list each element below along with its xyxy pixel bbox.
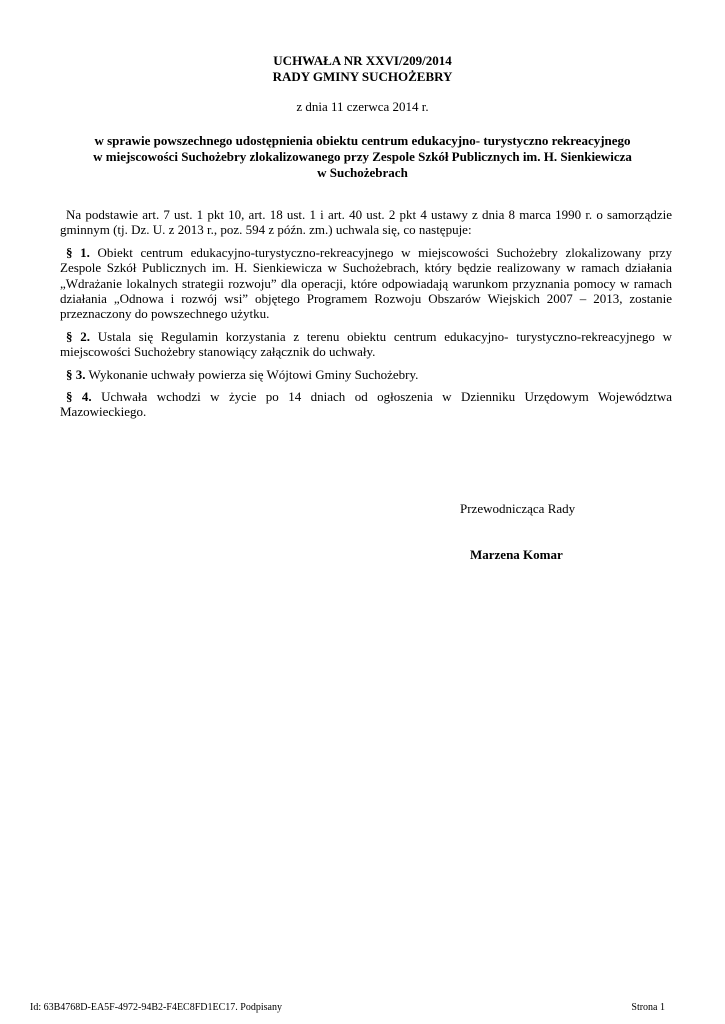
paragraph-2-number: § 2. xyxy=(66,328,91,344)
paragraph-1-text: Obiekt centrum edukacyjno-turystyczno-rekreacyjnego w miejscowości Suchożebry zlokalizowany przy Zespole Szkół Publicznych im. H. Sienkiewicza w Suchożebrach, który będzie realizowany w ramach działania „Wdrażanie lokalnych strategii rozwoju” dla operacji, które odpowiadają warunkom przyznania pomocy w ramach działania „Odnowa i rozwój wsi” objętego Programem Rozwoju Obszarów Wiejskich 2007 – 2013, zostanie przeznaczony do powszechnego użytku. xyxy=(60,244,672,322)
paragraph-2-text: Ustala się Regulamin korzystania z terenu obiektu centrum edukacyjno- turystyczno-rekreacyjnego w miejscowości Suchożebry stanowiący załącznik do uchwały. xyxy=(60,328,673,360)
signer-role: Przewodnicząca Rady xyxy=(460,501,576,516)
paragraph-3-text: Wykonanie uchwały powierza się Wójtowi Gminy Suchożebry. xyxy=(85,366,419,382)
paragraph-4 xyxy=(60,389,672,420)
paragraph-4-number: § 4. xyxy=(66,389,92,405)
subject-line-1: w sprawie powszechnego udostępnienia obiektu centrum edukacyjno- turystyczno rekreacyjnego xyxy=(94,133,631,148)
council-name: RADY GMINY SUCHOŻEBRY xyxy=(272,69,453,84)
paragraph-4-text: Uchwała wchodzi w życie po 14 dniach od ogłoszenia w Dzienniku Urzędowym Województwa Mazowieckiego. xyxy=(60,389,672,420)
resolution-number: UCHWAŁA NR XXVI/209/2014 xyxy=(273,53,452,68)
resolution-body xyxy=(60,207,672,427)
resolution-date: z dnia 11 czerwca 2014 r. xyxy=(296,99,429,114)
preamble: Na podstawie art. 7 ust. 1 pkt 10, art. 18 ust. 1 i art. 40 ust. 2 pkt 4 ustawy z dnia 8 marca 1990 r. o samorządzie gminnym (tj. Dz. U. z 2013 r., poz. 594 z późn. zm.) uchwala się, co następuje: xyxy=(60,207,672,238)
paragraph-1-number: § 1. xyxy=(66,244,90,260)
paragraph-3-number: § 3. xyxy=(66,366,86,382)
paragraph-2 xyxy=(60,329,672,360)
paragraph-3 xyxy=(60,367,672,382)
document-header xyxy=(0,53,725,85)
document-id: Id: 63B4768D-EA5F-4972-94B2-F4EC8FD1EC17. Podpisany xyxy=(30,1002,282,1013)
page-number: Strona 1 xyxy=(631,1002,665,1013)
subject-line-2: w miejscowości Suchożebry zlokalizowanego przy Zespole Szkół Publicznych im. H. Sienkiewicza xyxy=(93,149,632,164)
subject-line-3: w Suchożebrach xyxy=(317,165,408,180)
signer-name: Marzena Komar xyxy=(470,547,563,562)
paragraph-1 xyxy=(60,245,672,322)
resolution-subject xyxy=(40,133,685,181)
